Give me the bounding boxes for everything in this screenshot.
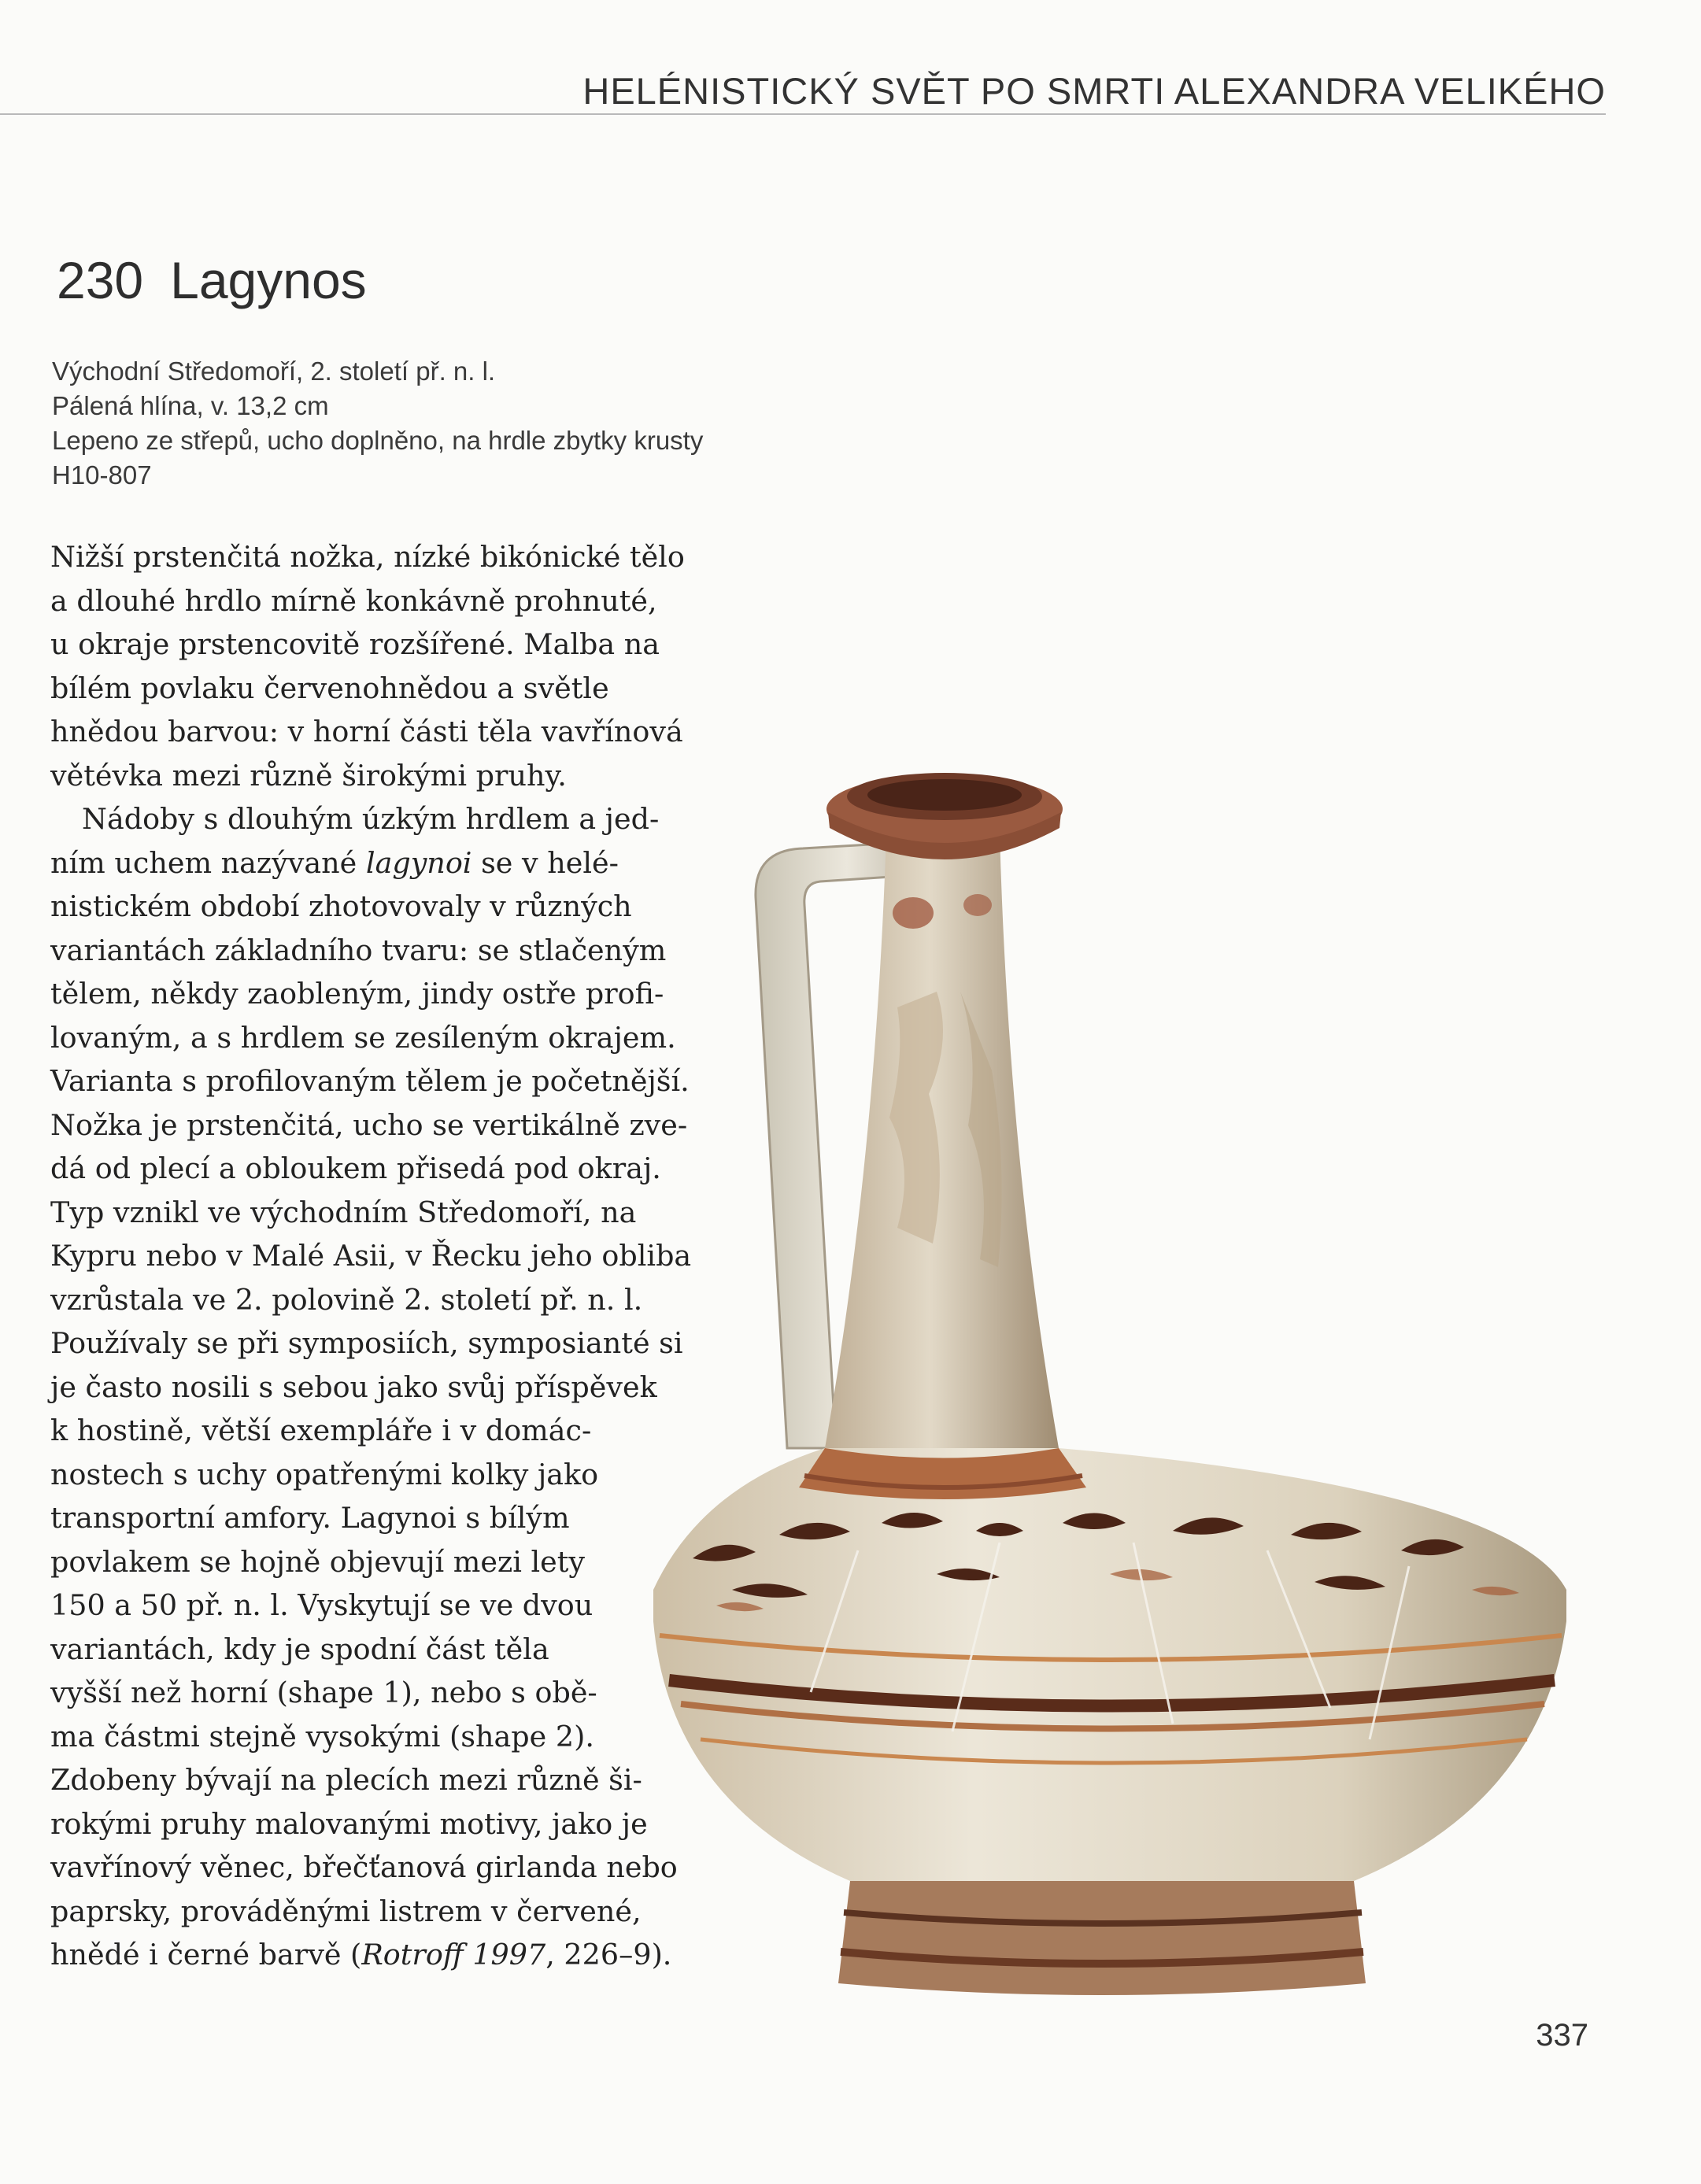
text-line: Zdobeny bývají na plecích mezi různě ši- [50, 1763, 642, 1797]
meta-inventory: H10-807 [52, 460, 152, 490]
text-line: transportní amfory. Lagynoi s bílým [50, 1501, 570, 1535]
text-line: Nádoby s dlouhým úzkým hrdlem a jed- [82, 802, 660, 836]
text-line: variantách základního tvaru: se stlačeným [50, 933, 667, 967]
text-line: větévka mezi různě širokými pruhy. [50, 758, 567, 793]
text-line: vyšší než horní (shape 1), nebo s obě- [50, 1676, 597, 1709]
meta-condition: Lepeno ze střepů, ucho doplněno, na hrdle zbytky krusty [52, 426, 704, 455]
object-name: Lagynos [170, 251, 367, 309]
text-line: paprsky, prováděnými listrem v červené, [50, 1894, 642, 1928]
text-line: a dlouhé hrdlo mírně konkávně prohnuté, [50, 583, 657, 618]
text-fragment: , 226–9). [545, 1938, 672, 1972]
text-line: vavřínový věnec, břečťanová girlanda nebo [50, 1850, 678, 1884]
text-line: Nožka je prstenčitá, ucho se vertikálně zve- [50, 1107, 688, 1142]
text-line: lovaným, a s hrdlem se zesíleným okrajem. [50, 1020, 676, 1055]
catalogue-title [57, 250, 367, 310]
text-line: variantách, kdy je spodní část těla [50, 1632, 549, 1666]
vase-foot [838, 1881, 1366, 1995]
text-line: Používaly se při symposiích, symposianté si [50, 1326, 683, 1360]
text-fragment: hnědé i černé barvě ( [50, 1938, 362, 1972]
text-line: nistickém období zhotovovaly v různých [50, 889, 632, 923]
text-fragment: se v helé- [471, 845, 619, 880]
text-line: Typ vznikl ve východním Středomoří, na [50, 1195, 637, 1229]
lagynos-photo [622, 756, 1598, 2007]
text-line [50, 841, 712, 885]
text-line: vzrůstala ve 2. polovině 2. století př. n. l. [50, 1282, 643, 1317]
term-lagynoi: lagynoi [365, 845, 472, 880]
text-line [50, 1933, 712, 1977]
meta-origin: Východní Středomoří, 2. století př. n. l. [52, 357, 496, 386]
text-line: nostech s uchy opatřenými kolky jako [50, 1457, 599, 1491]
meta-material: Pálená hlína, v. 13,2 cm [52, 391, 329, 420]
text-line: tělem, někdy zaobleným, jindy ostře profi- [50, 977, 664, 1011]
text-line: bílém povlaku červenohnědou a světle [50, 671, 609, 705]
text-line: rokými pruhy malovanými motivy, jako je [50, 1806, 648, 1841]
text-line: Kypru nebo v Malé Asii, v Řecku jeho obliba [50, 1239, 692, 1273]
running-head: HELÉNISTICKÝ SVĚT PO SMRTI ALEXANDRA VELIKÉHO [582, 70, 1606, 112]
text-line: povlakem se hojně objevují mezi lety [50, 1544, 586, 1579]
text-line: 150 a 50 př. n. l. Vyskytují se ve dvou [50, 1588, 594, 1622]
text-line: Varianta s profilovaným tělem je početnější. [50, 1064, 690, 1098]
citation: Rotroff 1997 [361, 1938, 546, 1972]
text-line: ma částmi stejně vysokými (shape 2). [50, 1719, 594, 1753]
text-line: u okraje prstencovitě rozšířené. Malba na [50, 627, 660, 661]
text-fragment: ním uchem nazývané [50, 845, 366, 880]
header-rule [0, 113, 1606, 115]
vase-neck [825, 834, 1059, 1448]
catalogue-number: 230 [57, 251, 144, 309]
text-line: dá od plecí a obloukem přisedá pod okraj. [50, 1151, 661, 1185]
page-number: 337 [1536, 2018, 1588, 2053]
text-line: hnědou barvou: v horní části těla vavřínová [50, 715, 683, 748]
description-text [50, 535, 712, 1977]
text-line: k hostině, větší exempláře i v domác- [50, 1414, 592, 1447]
text-line: Nižší prstenčitá nožka, nízké bikónické tělo [50, 540, 685, 574]
text-line: je často nosili s sebou jako svůj příspěvek [50, 1369, 657, 1404]
object-metadata [52, 354, 729, 493]
